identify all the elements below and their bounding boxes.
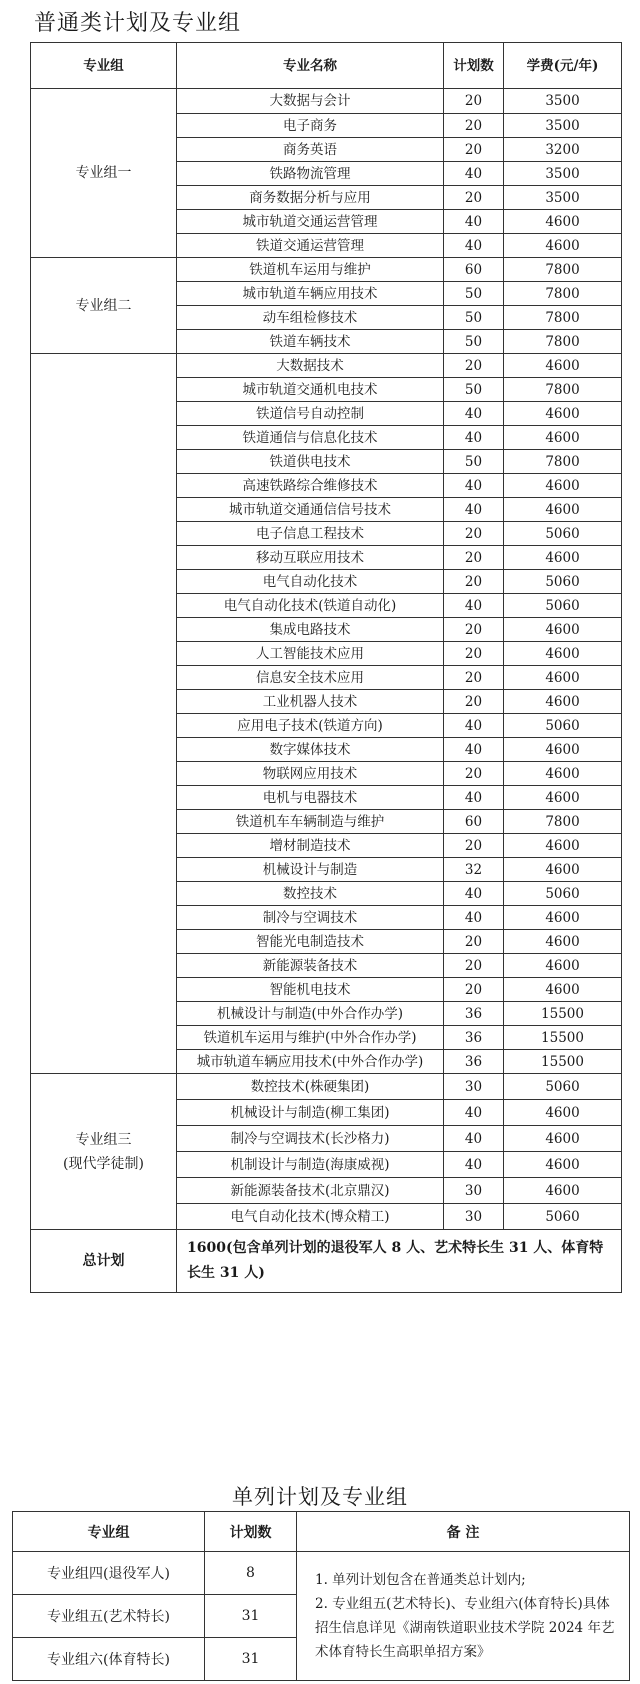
major-fee: 4600 [504,402,622,426]
major-name: 智能光电制造技术 [177,930,444,954]
major-fee: 3200 [504,138,622,162]
major-name: 移动互联应用技术 [177,546,444,570]
major-name: 商务英语 [177,138,444,162]
major-fee: 4600 [504,546,622,570]
major-name: 人工智能技术应用 [177,642,444,666]
single-quota: 31 [205,1595,297,1638]
group-name-cell [31,354,177,1074]
major-quota: 40 [444,906,504,930]
major-fee: 4600 [504,498,622,522]
group-name-cell [31,258,177,354]
major-quota: 60 [444,258,504,282]
major-quota: 20 [444,570,504,594]
table-row [31,354,622,378]
group-subname: (现代学徒制) [63,1155,144,1172]
major-fee: 5060 [504,1204,622,1230]
major-name: 新能源装备技术 [177,954,444,978]
major-quota: 20 [444,978,504,1002]
major-quota: 36 [444,1050,504,1074]
major-name: 数控技术(株硬集团) [177,1074,444,1100]
group-name-cell [31,89,177,258]
group-name-cell [31,1074,177,1230]
group-name: 专业组二 [75,297,132,314]
main-plan-body [31,89,622,1230]
major-name: 商务数据分析与应用 [177,186,444,210]
header-group: 专业组 [31,43,177,89]
major-name: 物联网应用技术 [177,762,444,786]
single-plan-title: 单列计划及专业组 [232,1485,408,1509]
major-fee: 4600 [504,738,622,762]
single-group: 专业组四(退役军人) [13,1552,205,1595]
major-fee: 4600 [504,954,622,978]
major-fee: 4600 [504,234,622,258]
major-quota: 30 [444,1074,504,1100]
single-plan-table [12,1511,630,1681]
major-name: 电气自动化技术 [177,570,444,594]
major-name: 机械设计与制造(中外合作办学) [177,1002,444,1026]
major-name: 电子信息工程技术 [177,522,444,546]
major-fee: 5060 [504,522,622,546]
major-quota: 40 [444,882,504,906]
major-fee: 5060 [504,594,622,618]
major-name: 铁道通信与信息化技术 [177,426,444,450]
major-quota: 40 [444,1152,504,1178]
major-name: 机械设计与制造 [177,858,444,882]
major-name: 电气自动化技术(铁道自动化) [177,594,444,618]
major-quota: 20 [444,522,504,546]
major-quota: 20 [444,834,504,858]
major-name: 城市轨道交通运营管理 [177,210,444,234]
major-fee: 4600 [504,930,622,954]
major-quota: 50 [444,450,504,474]
major-quota: 40 [444,402,504,426]
major-quota: 40 [444,1126,504,1152]
major-quota: 36 [444,1026,504,1050]
major-fee: 4600 [504,762,622,786]
header-quota: 计划数 [444,43,504,89]
major-fee: 15500 [504,1002,622,1026]
major-quota: 40 [444,786,504,810]
main-plan-title: 普通类计划及专业组 [34,11,242,36]
total-row [31,1230,622,1293]
table-row [31,89,622,114]
major-quota: 50 [444,378,504,402]
single-header-row [13,1512,630,1552]
major-fee: 7800 [504,306,622,330]
table-header-row [31,43,622,89]
major-fee: 3500 [504,162,622,186]
major-fee: 4600 [504,906,622,930]
major-fee: 7800 [504,330,622,354]
major-name: 机械设计与制造(柳工集团) [177,1100,444,1126]
major-fee: 7800 [504,282,622,306]
major-name: 铁道机车运用与维护 [177,258,444,282]
major-fee: 4600 [504,1178,622,1204]
major-quota: 40 [444,714,504,738]
total-label: 总计划 [31,1230,177,1293]
single-header-notes: 备 注 [297,1512,630,1552]
major-quota: 20 [444,666,504,690]
major-name: 动车组检修技术 [177,306,444,330]
major-fee: 5060 [504,882,622,906]
major-fee: 7800 [504,378,622,402]
major-quota: 20 [444,930,504,954]
major-name: 城市轨道交通机电技术 [177,378,444,402]
major-fee: 4600 [504,642,622,666]
major-name: 铁道交通运营管理 [177,234,444,258]
table-row [13,1552,630,1595]
major-quota: 20 [444,186,504,210]
major-quota: 20 [444,954,504,978]
major-quota: 32 [444,858,504,882]
major-quota: 40 [444,474,504,498]
major-quota: 20 [444,762,504,786]
total-text: 1600(包含单列计划的退役军人 8 人、艺术特长生 31 人、体育特长生 31 人) [177,1230,622,1293]
major-name: 信息安全技术应用 [177,666,444,690]
major-fee: 4600 [504,1126,622,1152]
group-name: 专业组一 [75,165,132,181]
major-quota: 30 [444,1204,504,1230]
table-row [31,258,622,282]
major-fee: 4600 [504,834,622,858]
major-fee: 15500 [504,1050,622,1074]
major-quota: 40 [444,1100,504,1126]
major-quota: 36 [444,1002,504,1026]
major-name: 铁道供电技术 [177,450,444,474]
major-fee: 4600 [504,786,622,810]
group-name: 专业组三 [75,1131,132,1148]
major-fee: 4600 [504,474,622,498]
major-fee: 4600 [504,978,622,1002]
major-quota: 20 [444,618,504,642]
major-name: 制冷与空调技术 [177,906,444,930]
major-fee: 4600 [504,1152,622,1178]
major-quota: 40 [444,234,504,258]
major-fee: 3500 [504,186,622,210]
major-fee: 4600 [504,666,622,690]
single-quota: 8 [205,1552,297,1595]
major-quota: 50 [444,330,504,354]
major-fee: 4600 [504,354,622,378]
major-name: 铁道车辆技术 [177,330,444,354]
major-fee: 7800 [504,810,622,834]
major-quota: 40 [444,594,504,618]
major-name: 电气自动化技术(博众精工) [177,1204,444,1230]
major-name: 智能机电技术 [177,978,444,1002]
single-header-quota: 计划数 [205,1512,297,1552]
major-quota: 20 [444,690,504,714]
major-fee: 4600 [504,426,622,450]
major-name: 城市轨道交通通信信号技术 [177,498,444,522]
major-quota: 20 [444,89,504,114]
major-name: 铁道信号自动控制 [177,402,444,426]
major-fee: 4600 [504,210,622,234]
major-name: 数控技术 [177,882,444,906]
major-name: 高速铁路综合维修技术 [177,474,444,498]
major-name: 增材制造技术 [177,834,444,858]
major-name: 大数据与会计 [177,89,444,114]
major-name: 铁路物流管理 [177,162,444,186]
major-fee: 5060 [504,1074,622,1100]
major-name: 电机与电器技术 [177,786,444,810]
major-fee: 4600 [504,690,622,714]
major-quota: 20 [444,114,504,138]
note-line: 1. 单列计划包含在普通类总计划内; [315,1572,526,1588]
major-fee: 15500 [504,1026,622,1050]
major-quota: 40 [444,162,504,186]
table-row [31,1074,622,1100]
major-fee: 5060 [504,714,622,738]
major-quota: 20 [444,642,504,666]
header-fee: 学费(元/年) [504,43,622,89]
single-quota: 31 [205,1638,297,1681]
major-name: 工业机器人技术 [177,690,444,714]
major-fee: 3500 [504,89,622,114]
major-name: 机制设计与制造(海康威视) [177,1152,444,1178]
single-group: 专业组六(体育特长) [13,1638,205,1681]
major-quota: 50 [444,282,504,306]
major-name: 应用电子技术(铁道方向) [177,714,444,738]
major-quota: 20 [444,138,504,162]
major-fee: 4600 [504,1100,622,1126]
major-name: 铁道机车车辆制造与维护 [177,810,444,834]
major-name: 新能源装备技术(北京鼎汉) [177,1178,444,1204]
major-name: 数字媒体技术 [177,738,444,762]
major-fee: 7800 [504,258,622,282]
major-fee: 4600 [504,618,622,642]
major-fee: 5060 [504,570,622,594]
major-name: 集成电路技术 [177,618,444,642]
major-quota: 40 [444,738,504,762]
single-header-group: 专业组 [13,1512,205,1552]
major-quota: 40 [444,210,504,234]
major-quota: 20 [444,354,504,378]
major-name: 城市轨道车辆应用技术 [177,282,444,306]
main-plan-table [30,42,622,1293]
major-quota: 60 [444,810,504,834]
major-fee: 4600 [504,858,622,882]
major-name: 制冷与空调技术(长沙格力) [177,1126,444,1152]
major-fee: 7800 [504,450,622,474]
note-line: 2. 专业组五(艺术特长)、专业组六(体育特长)具体招生信息详见《湖南铁道职业技术学院 2024 年艺术体育特长生高职单招方案》 [315,1596,615,1660]
major-fee: 3500 [504,114,622,138]
single-notes [297,1552,630,1681]
major-quota: 50 [444,306,504,330]
major-quota: 30 [444,1178,504,1204]
single-group: 专业组五(艺术特长) [13,1595,205,1638]
major-name: 铁道机车运用与维护(中外合作办学) [177,1026,444,1050]
major-quota: 40 [444,426,504,450]
major-name: 城市轨道车辆应用技术(中外合作办学) [177,1050,444,1074]
header-major-name: 专业名称 [177,43,444,89]
major-name: 大数据技术 [177,354,444,378]
major-name: 电子商务 [177,114,444,138]
major-quota: 40 [444,498,504,522]
major-quota: 20 [444,546,504,570]
